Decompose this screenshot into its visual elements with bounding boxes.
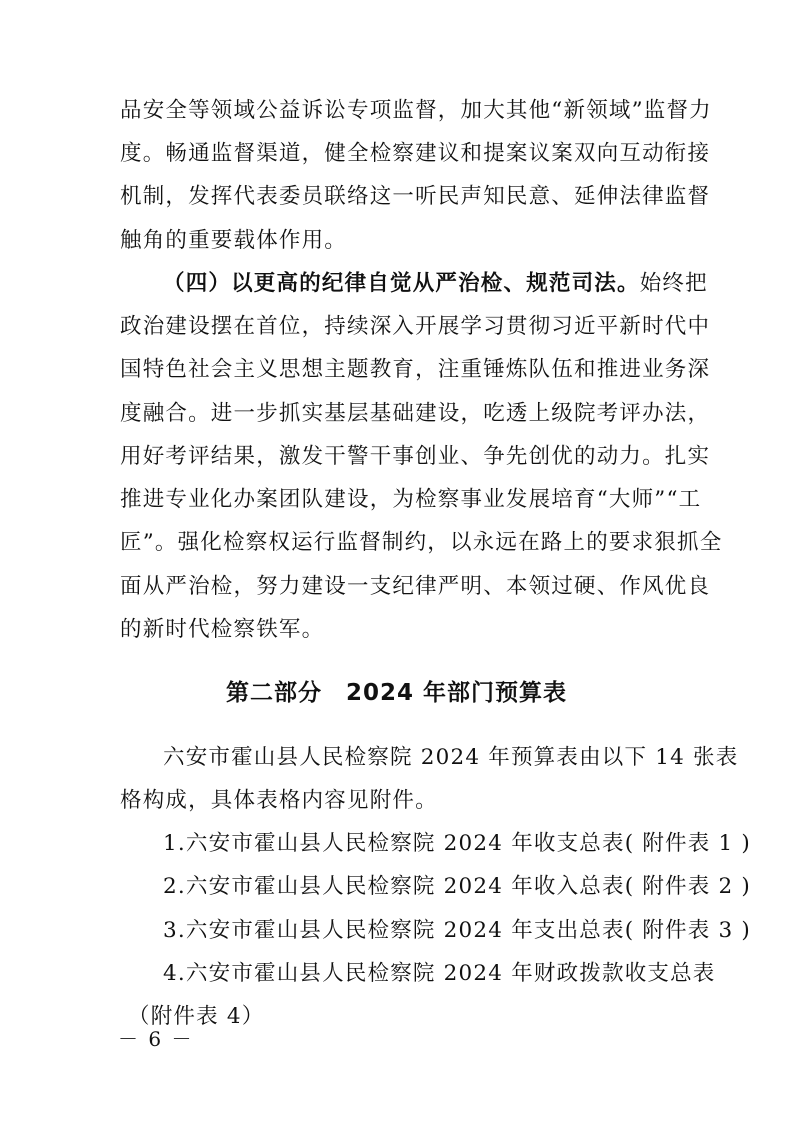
- paragraph-line: 的新时代检察铁军。: [120, 617, 325, 642]
- list-item: 2.六安市霍山县人民检察院 2024 年收入总表( 附件表 2 ): [163, 874, 751, 899]
- list-item-continuation: （附件表 4）: [128, 1004, 265, 1029]
- paragraph-line: 度融合。进一步抓实基层基础建设，吃透上级院考评办法，: [120, 401, 711, 426]
- list-item: 1.六安市霍山县人民检察院 2024 年收支总表( 附件表 1 ): [163, 831, 751, 856]
- paragraph-line: 触角的重要载体作用。: [120, 228, 348, 253]
- paragraph-line: 面从严治检，努力建设一支纪律严明、本领过硬、作风优良: [120, 574, 711, 599]
- intro-line: 六安市霍山县人民检察院 2024 年预算表由以下 14 张表: [163, 745, 739, 770]
- paragraph-line: 政治建设摆在首位，持续深入开展学习贯彻习近平新时代中: [120, 314, 711, 339]
- paragraph-first-line: [163, 269, 708, 299]
- paragraph-line: 用好考评结果，激发干警干事创业、争先创优的动力。扎实: [120, 444, 711, 469]
- paragraph-line: 匠”。强化检察权运行监督制约，以永远在路上的要求狠抓全: [120, 530, 723, 555]
- paragraph-line: 国特色社会主义思想主题教育，注重锤炼队伍和推进业务深: [120, 357, 711, 382]
- paragraph-line: 品安全等领域公益诉讼专项监督，加大其他“新领域”监督力: [120, 98, 712, 123]
- list-item: 3.六安市霍山县人民检察院 2024 年支出总表( 附件表 3 ): [163, 918, 751, 943]
- list-item: 4.六安市霍山县人民检察院 2024 年财政拨款收支总表: [163, 961, 716, 986]
- paragraph-line: 机制，发挥代表委员联络这一听民声知民意、延伸法律监督: [120, 184, 711, 209]
- page-number: － 6 －: [118, 1027, 194, 1051]
- intro-line: 格构成，具体表格内容见附件。: [120, 788, 438, 813]
- section-heading: 第二部分 2024 年部门预算表: [225, 680, 568, 706]
- subsection-heading: （四）以更高的纪律自觉从严治检、规范司法。: [163, 271, 640, 296]
- paragraph-text: 始终把: [639, 271, 708, 296]
- paragraph-line: 推进专业化办案团队建设，为检察事业发展培育“大师”“工: [120, 487, 702, 512]
- paragraph-line: 度。畅通监督渠道，健全检察建议和提案议案双向互动衔接: [120, 141, 711, 166]
